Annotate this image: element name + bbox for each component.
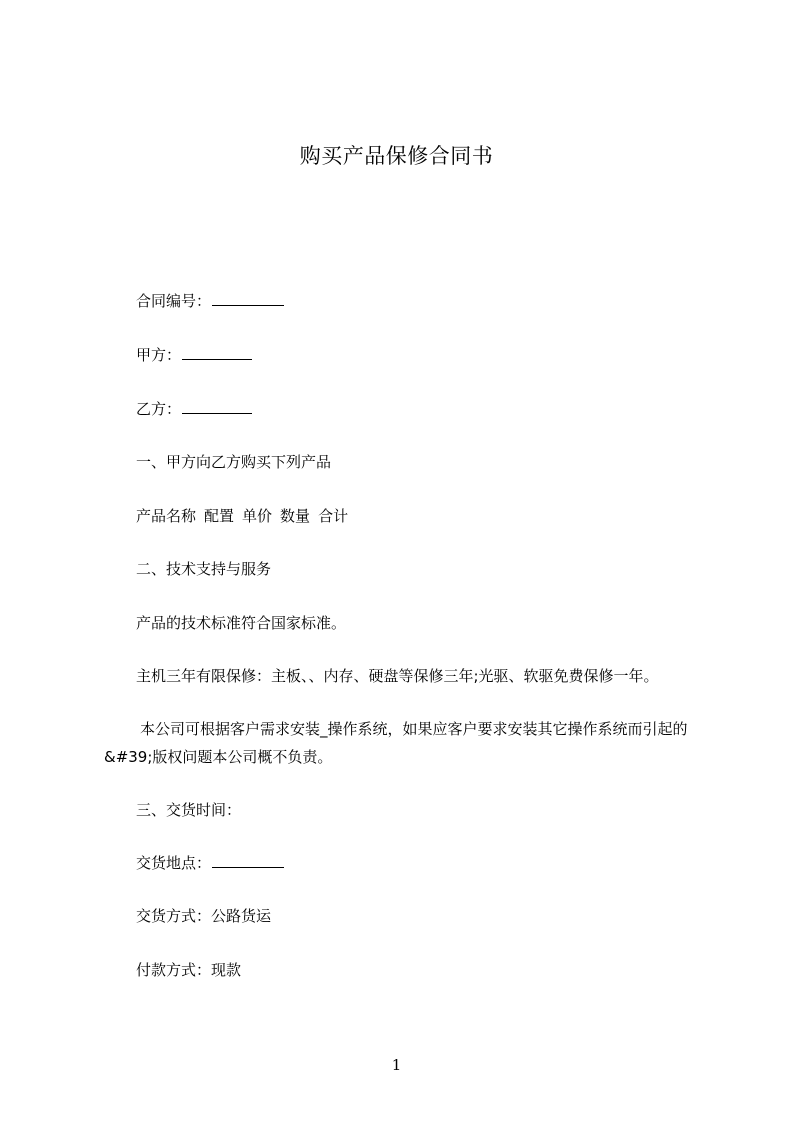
party-b-line <box>136 398 252 420</box>
party-a-blank <box>182 344 252 360</box>
party-b-label: 乙方： <box>136 400 182 418</box>
section-2-heading: 二、技术支持与服务 <box>136 560 272 578</box>
contract-number-label: 合同编号： <box>136 292 212 310</box>
document-title: 购买产品保修合同书 <box>299 144 494 168</box>
standard-text: 产品的技术标准符合国家标准。 <box>136 614 347 632</box>
payment-method-label: 付款方式： <box>136 961 212 979</box>
party-a-line <box>136 344 252 366</box>
warranty-text: 主机三年有限保修：主板、、内存、硬盘等保修三年;光驱、软驱免费保修一年。 <box>136 667 659 685</box>
product-column-quantity: 数量 <box>280 507 311 525</box>
product-columns-line <box>136 505 348 527</box>
delivery-place-line <box>136 852 284 874</box>
delivery-method-value: 公路货运 <box>211 907 272 925</box>
delivery-method-label: 交货方式： <box>136 907 212 925</box>
delivery-place-label: 交货地点： <box>136 854 212 872</box>
product-column-unit-price: 单价 <box>242 507 273 525</box>
product-column-name: 产品名称 <box>136 507 197 525</box>
section-1-heading: 一、甲方向乙方购买下列产品 <box>136 453 332 471</box>
product-column-config: 配置 <box>204 507 235 525</box>
contract-number-line <box>136 290 284 312</box>
product-column-total: 合计 <box>318 507 349 525</box>
delivery-place-blank <box>212 852 284 868</box>
contract-number-blank <box>212 290 284 306</box>
party-a-label: 甲方： <box>136 346 182 364</box>
payment-method-line <box>136 959 241 981</box>
party-b-blank <box>182 398 252 414</box>
delivery-method-line <box>136 905 271 927</box>
payment-method-value: 现款 <box>211 961 242 979</box>
section-3-heading: 三、交货时间： <box>136 801 242 819</box>
install-paragraph: 本公司可根据客户需求安装_操作系统，如果应客户要求安装其它操作系统而引起的&#39;版权问题本公司概不负责。 <box>104 720 688 766</box>
page-number: 1 <box>391 1056 402 1074</box>
